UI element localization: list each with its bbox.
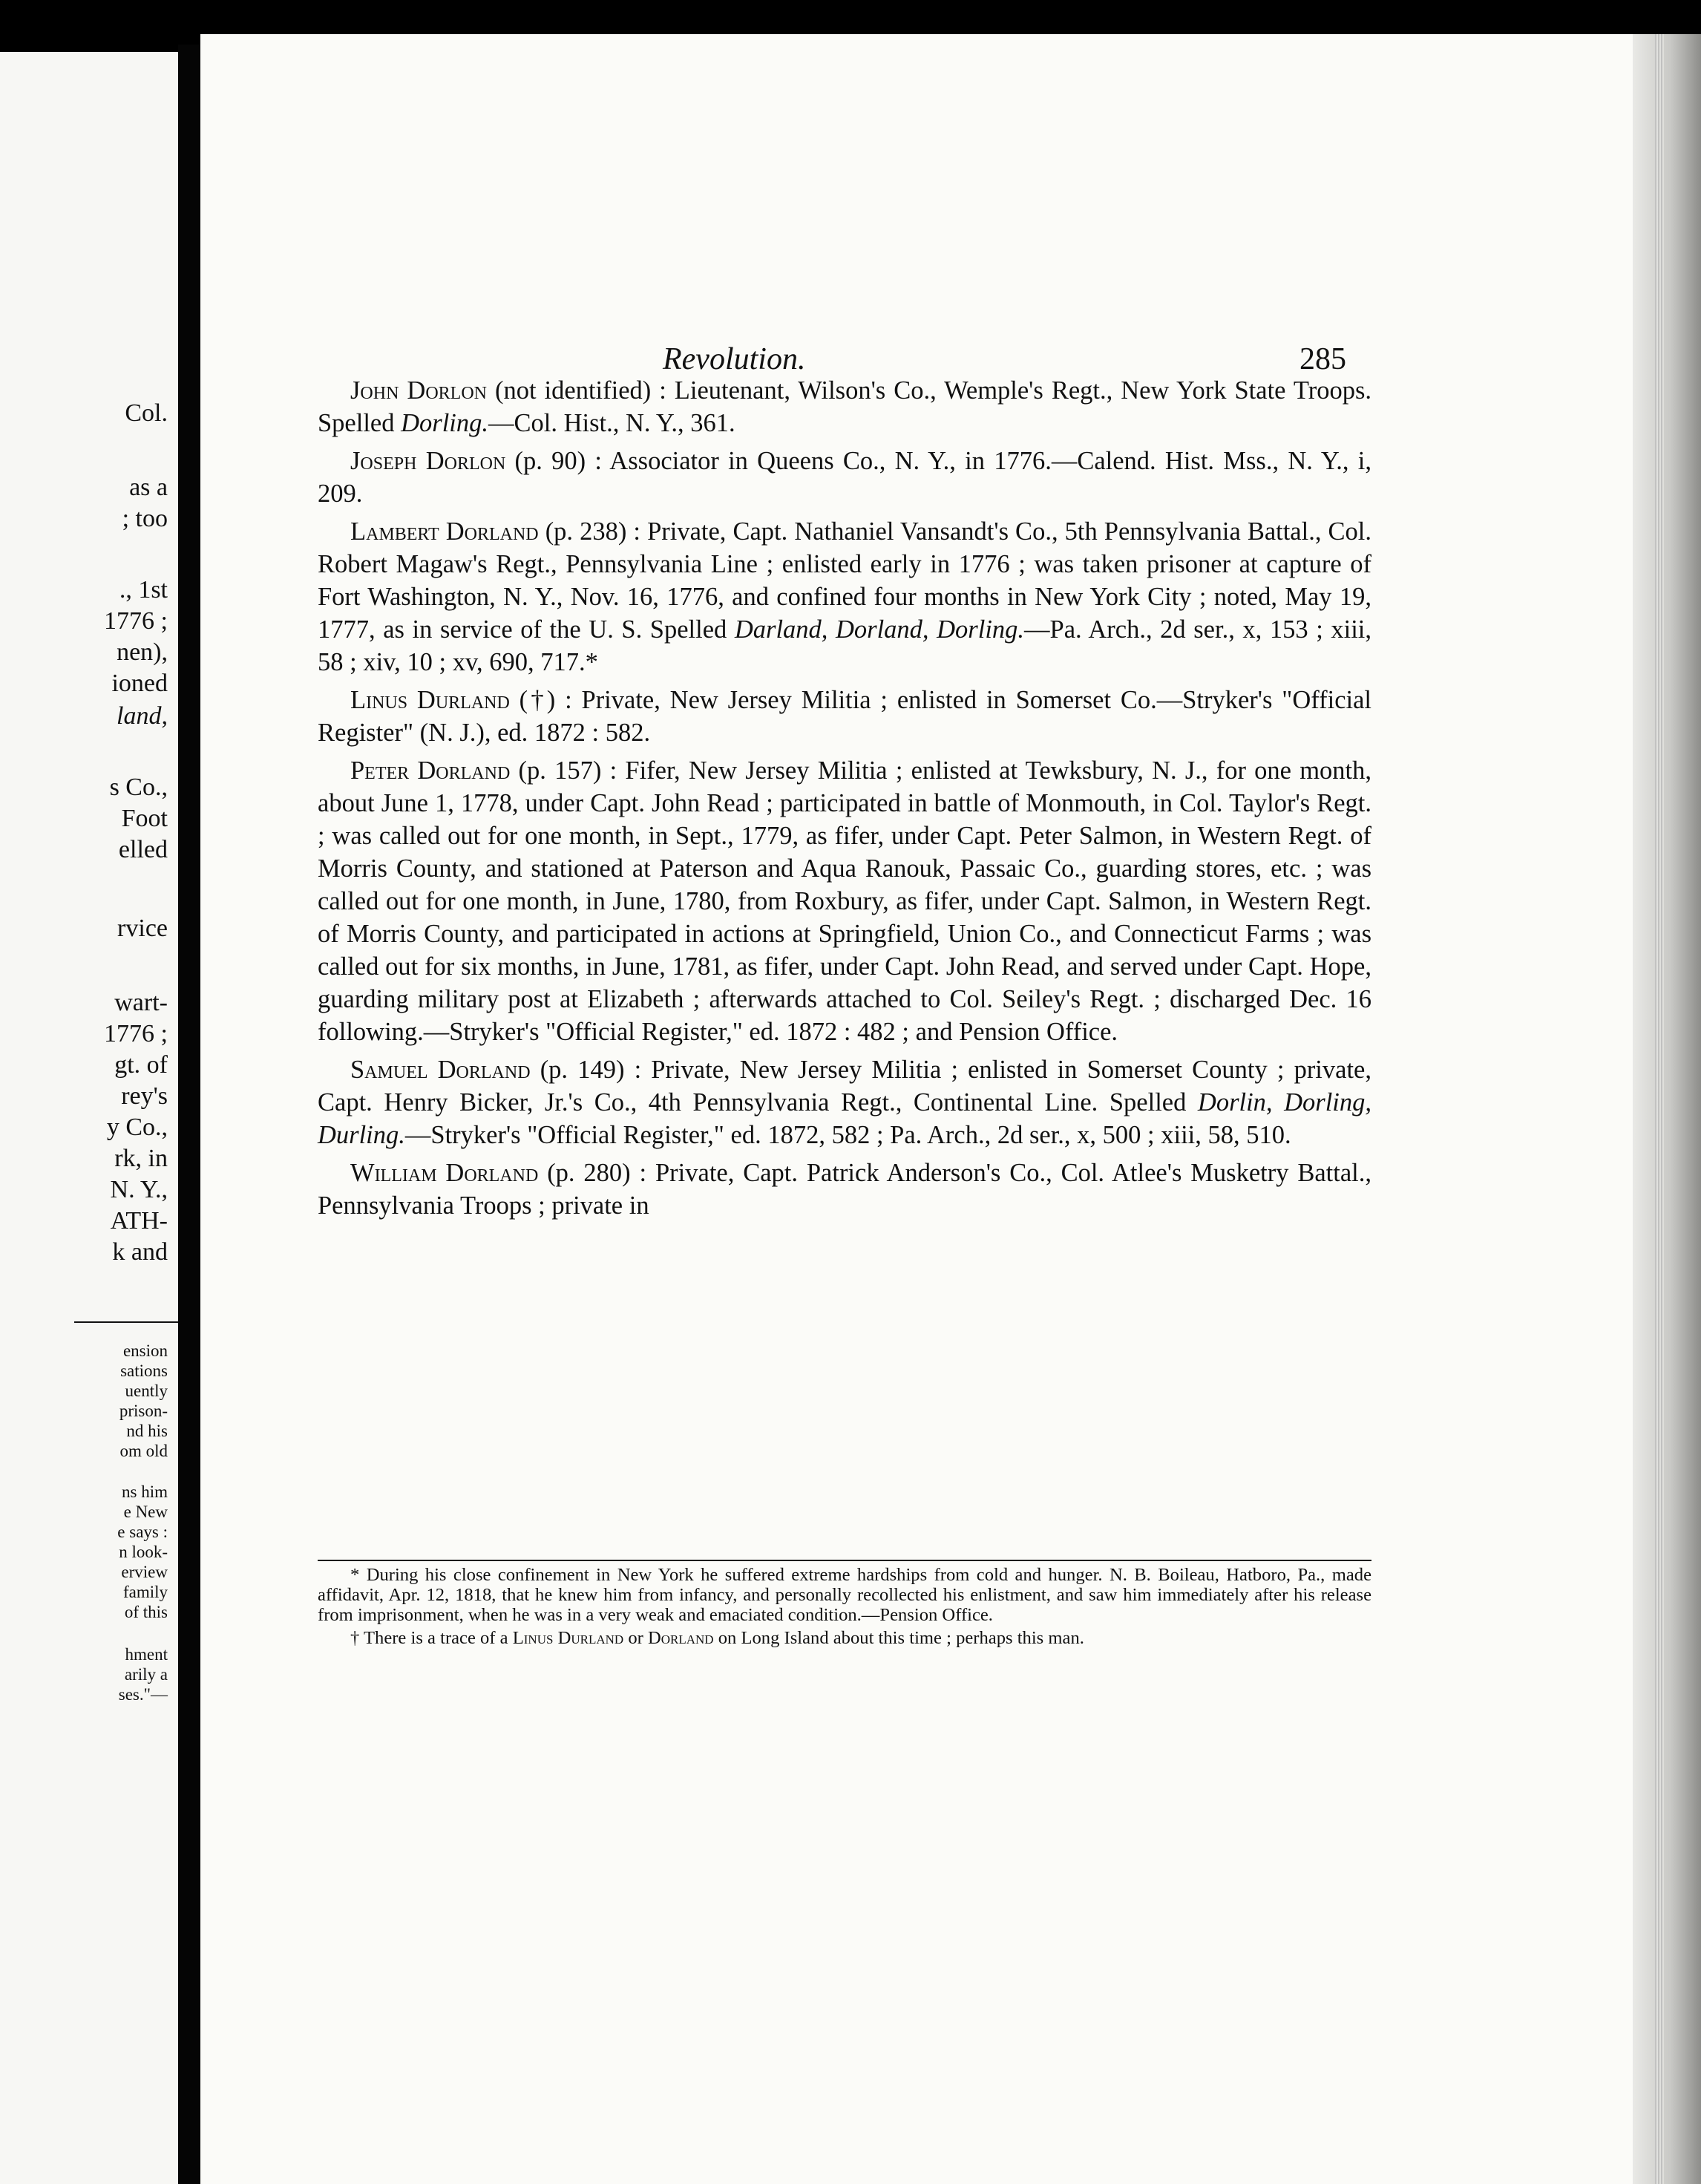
facing-page-text: Col.: [125, 399, 168, 427]
entry: [318, 754, 1371, 1048]
italic-text: Dorling.: [401, 409, 488, 437]
footnote-rule: [318, 1560, 1371, 1561]
facing-page-text: s Co.,: [109, 774, 168, 801]
facing-page-text: ension: [122, 1341, 168, 1360]
page-number: 285: [1299, 342, 1346, 376]
page-edge: [1633, 34, 1701, 2184]
facing-page-text: hment: [125, 1645, 168, 1664]
facing-page-text: y Co.,: [106, 1114, 168, 1141]
facing-page-text: n look-: [119, 1543, 168, 1561]
facing-page-text: ns him: [122, 1482, 168, 1501]
entry: [318, 684, 1371, 749]
italic-text: Darland, Dorland, Dorling.: [734, 615, 1025, 644]
running-head-title: Revolution.: [663, 342, 806, 376]
entry-text: (p. 157) : Fifer, New Jersey Militia ; enlisted at Tewksbury, N. J., for one month, about June 1, 1778, under Capt. John Read ; participated in battle of Monmouth, in Col. Taylor's Regt. ; was called out for one month, in Sept., 1779, as fifer, under Capt. Peter Salmon, in Western Regt. of Morris County, and stationed at Paterson and Aqua Ranouk, Passaic Co., guarding stores, etc. ; was called out for one month, in June, 1780, from Roxbury, as fifer, under Capt. Salmon, in Western Regt. of Morris County, and participated in actions at Springfield, Union Co., and Connecticut Farms ; was called out for six months, in June, 1781, as fifer, under Capt. John Read, and served under Capt. Hope, guarding military post at Elizabeth ; afterwards attached to Col. Seiley's Regt. ; discharged Dec. 16 following.—Stryker's "Official Register," ed. 1872 : 482 ; and Pension Office.: [318, 756, 1371, 1046]
footnotes: [318, 1565, 1371, 1651]
entry-name: Lambert Dorland: [350, 517, 539, 546]
entry-text: (p. 238) : Private, Capt. Nathaniel Vansandt's Co., 5th Pennsylvania Battal., Col. Robert Magaw's Regt., Pennsylvania Line ; enlisted early in 1776 ; was taken prisoner at capture of Fort Washington, N. Y., Nov. 16, 1776, and confined four months in New York City ; noted, May 19, 1777, as in service of the U. S. Spelled: [318, 517, 1371, 644]
entry-text: —Stryker's "Official Register," ed. 1872, 582 ; Pa. Arch., 2d ser., x, 500 ; xiii, 58, 510.: [404, 1121, 1291, 1149]
facing-page-text: rvice: [117, 915, 168, 942]
entries-body: [318, 374, 1371, 1227]
facing-page-text: Foot: [121, 805, 168, 832]
facing-page-text: erview: [121, 1563, 168, 1581]
page: [200, 34, 1665, 2184]
facing-page-text: nen),: [117, 638, 168, 666]
facing-page-text: rey's: [121, 1082, 168, 1110]
facing-page-text: e New: [123, 1503, 168, 1521]
entry: [318, 445, 1371, 510]
facing-page-text: land,: [117, 702, 168, 730]
facing-page-text: ., 1st: [119, 576, 168, 604]
entry-text: † There is a trace of a: [350, 1628, 513, 1648]
facing-page-text: prison-: [119, 1402, 168, 1420]
entry-text: * During his close confinement in New York he suffered extreme hardships from cold and hunger. N. B. Boileau, Hatboro, Pa., made affidavit, Apr. 12, 1818, that he knew him from infancy, and personally recollected his enlistment, and saw him immediately after his release from imprisonment, when he was in a very weak and emaciated condition.—Pension Office.: [318, 1565, 1371, 1625]
facing-page-text: wart-: [114, 989, 168, 1016]
entry-name: Linus Durland: [350, 686, 510, 714]
facing-page-text: uently: [125, 1382, 168, 1400]
entry-name: Samuel Dorland: [350, 1056, 531, 1084]
facing-page-text: gt. of: [114, 1051, 168, 1079]
facing-page-text: 1776 ;: [104, 607, 168, 635]
facing-page-text: e says :: [117, 1523, 168, 1541]
facing-page-text: of this: [124, 1603, 168, 1621]
entry-text: (†) : Private, New Jersey Militia ; enlisted in Somerset Co.—Stryker's "Official Register" (N. J.), ed. 1872 : 582.: [318, 686, 1371, 747]
entry-text: (p. 90) : Associator in Queens Co., N. Y., in 1776.—Calend. Hist. Mss., N. Y., i, 209.: [318, 447, 1371, 508]
entry: [318, 1053, 1371, 1151]
entry-text: —Col. Hist., N. Y., 361.: [488, 409, 735, 437]
italic-text: Dorlin, Dorling, Durling.: [318, 1088, 1371, 1149]
entry-text: (p. 280) : Private, Capt. Patrick Anderson's Co., Col. Atlee's Musketry Battal., Pennsylvania Troops ; private in: [318, 1159, 1371, 1220]
facing-page-text: rk, in: [114, 1145, 168, 1172]
small-caps-name: Dorland: [647, 1628, 714, 1648]
entry-text: or: [623, 1628, 648, 1648]
facing-page-text: k and: [112, 1238, 168, 1266]
facing-page-text: ioned: [111, 670, 168, 697]
entry-text: (not identified) : Lieutenant, Wilson's Co., Wemple's Regt., New York State Troops. Spelled: [318, 376, 1371, 437]
facing-page-text: nd his: [126, 1422, 168, 1440]
facing-page-text: 1776 ;: [104, 1020, 168, 1047]
entry-name: William Dorland: [350, 1159, 539, 1187]
facing-page-text: om old: [119, 1442, 168, 1460]
facing-page-text: elled: [118, 836, 168, 863]
entry-text: (p. 149) : Private, New Jersey Militia ; enlisted in Somerset County ; private, Capt. Henry Bicker, Jr.'s Co., 4th Pennsylvania Regt., Continental Line. Spelled: [318, 1056, 1371, 1116]
gutter: [178, 45, 200, 2184]
entry: [318, 515, 1371, 679]
entry: [318, 374, 1371, 439]
entry-name: Joseph Dorlon: [350, 447, 506, 475]
facing-page-text: family: [122, 1583, 168, 1601]
facing-page-text: as a: [129, 474, 168, 501]
facing-page-text: N. Y.,: [110, 1176, 168, 1203]
facing-page-text: ATH-: [110, 1207, 168, 1235]
footnote: [318, 1628, 1371, 1648]
entry-text: on Long Island about this time ; perhaps this man.: [713, 1628, 1084, 1648]
entry-name: John Dorlon: [350, 376, 487, 405]
facing-page-text: sations: [120, 1361, 168, 1380]
facing-page-text: ; too: [122, 505, 168, 532]
facing-page-footnote-rule: [74, 1321, 178, 1323]
entry: [318, 1157, 1371, 1222]
facing-page-fragment: [0, 52, 178, 2184]
facing-page-text: arily a: [124, 1665, 168, 1684]
small-caps-name: Linus Durland: [512, 1628, 624, 1648]
entry-text: —Pa. Arch., 2d ser., x, 153 ; xiii, 58 ; xiv, 10 ; xv, 690, 717.*: [318, 615, 1371, 676]
entry-name: Peter Dorland: [350, 756, 511, 785]
footnote: [318, 1565, 1371, 1625]
facing-page-text: ses."—: [118, 1685, 168, 1704]
